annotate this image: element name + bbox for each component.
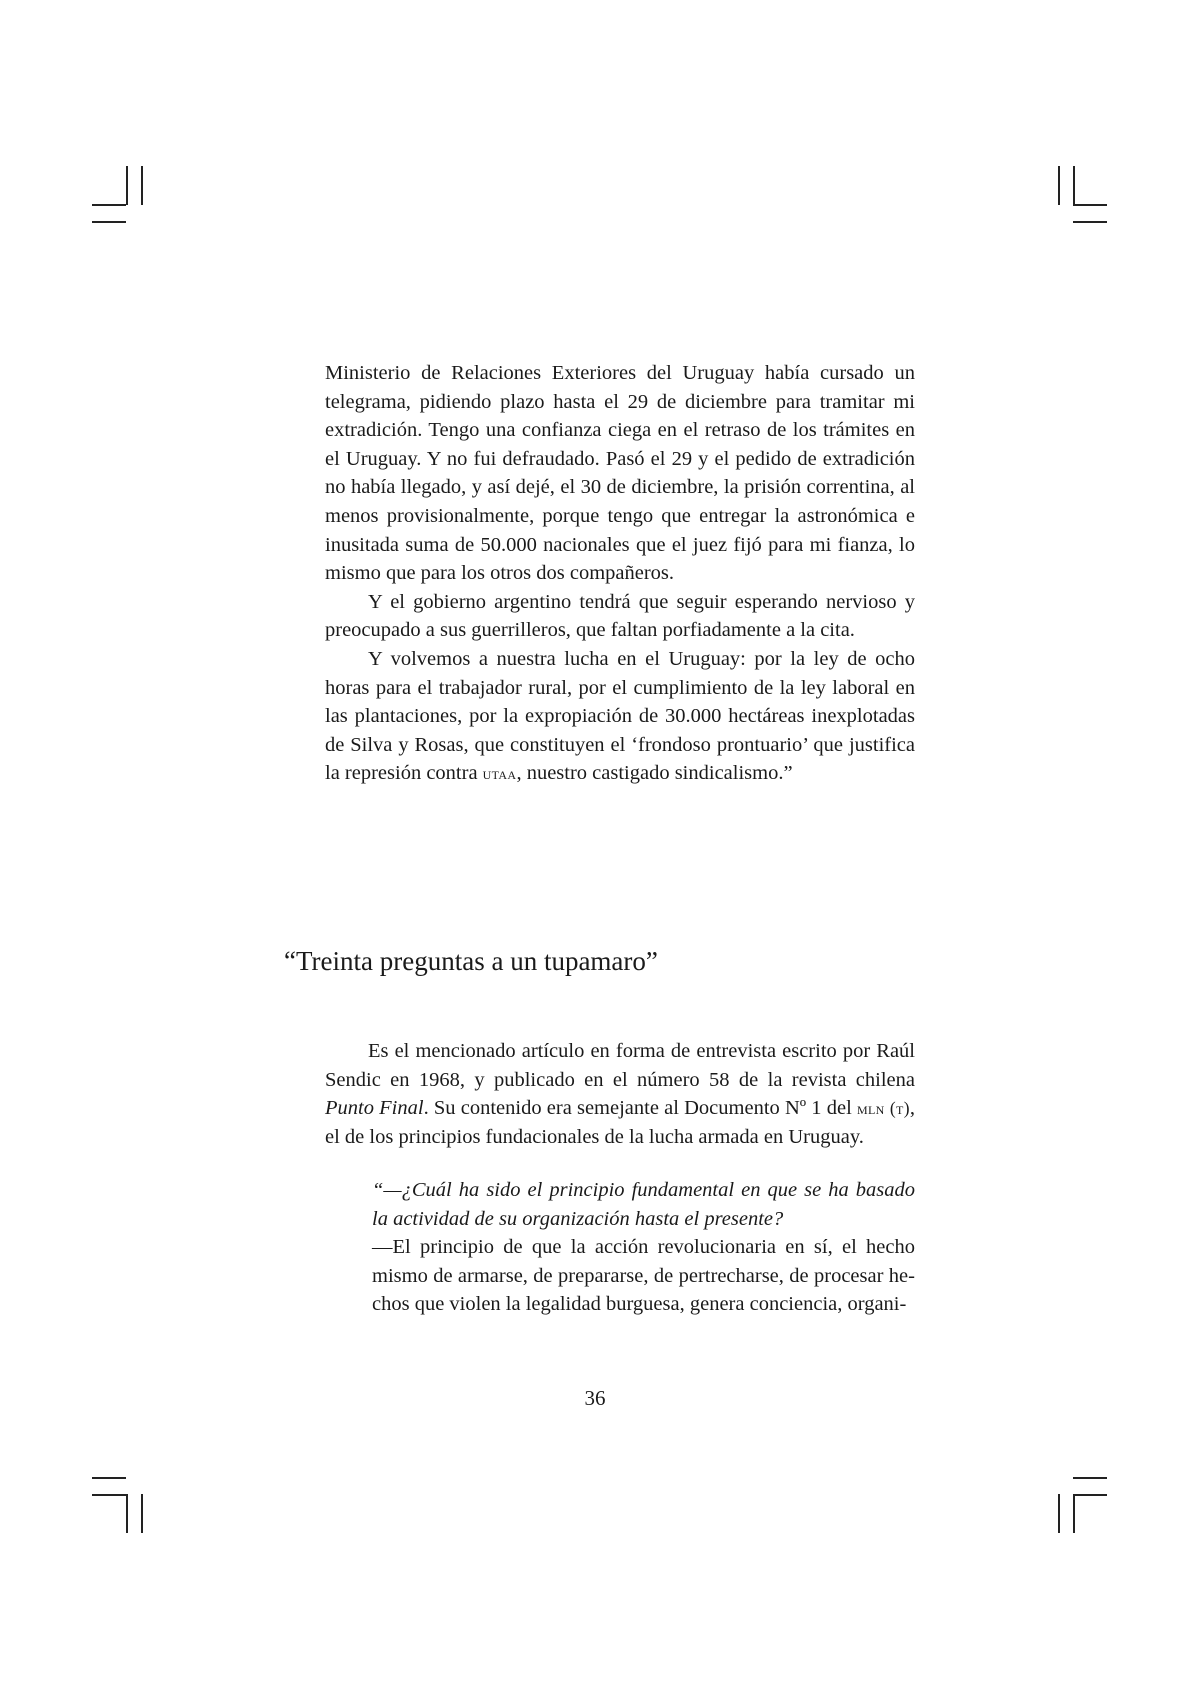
paragraph-return-struggle <box>325 645 915 788</box>
crop-mark-bottom-left-horizontal-upper <box>92 1477 126 1479</box>
crop-mark-top-right-horizontal <box>1073 204 1107 206</box>
journal-title: Punto Final <box>325 1097 424 1120</box>
intro-text-end: , el de los principios fundacionales de la lucha armada en Uruguay. <box>325 1097 915 1148</box>
acronym-t: (t) <box>889 1098 910 1119</box>
crop-mark-bottom-left-horizontal <box>92 1494 126 1496</box>
interview-quote <box>372 1176 915 1319</box>
crop-mark-top-left-vertical <box>126 166 128 205</box>
crop-mark-top-left-horizontal-lower <box>92 221 126 223</box>
crop-mark-top-right-vertical-outer <box>1058 166 1060 205</box>
page-number: 36 <box>584 1386 606 1410</box>
body-text-top <box>325 359 915 788</box>
crop-mark-bottom-right-vertical-outer <box>1058 1494 1060 1533</box>
paragraph-text-end: , nuestro castigado sindicalismo.” <box>516 762 793 785</box>
crop-mark-top-right-horizontal-lower <box>1073 221 1107 223</box>
crop-mark-bottom-right-vertical <box>1073 1494 1075 1533</box>
paragraph-intro <box>325 1037 915 1151</box>
section-heading: “Treinta preguntas a un tupamaro” <box>284 946 658 976</box>
interview-answer: —El principio de que la acción revolucionaria en sí, el hecho mismo de armarse, de prepararse, de pertrecharse, de procesar hechos que violen la legalidad burguesa, genera conciencia, organi- <box>372 1236 915 1316</box>
paragraph-text-start: Y volvemos a nuestra lucha en el Uruguay: por la ley de ocho horas para el trabajador rural, por el cumplimiento de la ley laboral en las plantaciones, por la expropiación de 30.000 hectáreas inexplotadas de Silva y Rosas, que constituyen el ‘frondoso prontuario’ que justifica la represión contra <box>325 647 915 785</box>
body-text-intro <box>325 1037 915 1151</box>
crop-mark-bottom-right-horizontal-upper <box>1073 1477 1107 1479</box>
intro-text-middle: . Su contenido era semejante al Documento Nº 1 del <box>423 1097 857 1120</box>
intro-text-start: Es el mencionado artículo en forma de entrevista escrito por Raúl Sendic en 1968, y publicado en el número 58 de la revista chilena <box>325 1040 915 1091</box>
crop-mark-top-left-horizontal <box>92 204 126 206</box>
crop-mark-bottom-right-horizontal <box>1073 1494 1107 1496</box>
paragraph-continuation: Ministerio de Relaciones Exteriores del Uruguay había cursado un telegrama, pidiendo plazo hasta el 29 de diciembre para tramitar mi extradición. Tengo una confianza ciega en el retraso de los trámites en el Uruguay. Y no fui defraudado. Pasó el 29 y el pedido de extradición no había llegado, y así dejé, el 30 de diciembre, la prisión correntina, al menos provisionalmente, porque tengo que entregar la astronómica e inusitada suma de 50.000 nacionales que el juez fijó para mi fianza, lo mismo que para los otros dos compañeros. <box>325 362 915 585</box>
acronym-utaa: utaa <box>482 763 517 784</box>
acronym-mln: mln <box>856 1098 885 1119</box>
crop-mark-bottom-left-vertical-outer <box>141 1494 143 1533</box>
paragraph-argentine-government: Y el gobierno argentino tendrá que seguir esperando nervioso y preocupado a sus guerrilleros, que faltan porfiadamente a la cita. <box>325 590 915 642</box>
question-text: “—¿Cuál ha sido el principio fundamental en que se ha basado la actividad de su organización hasta el presente? <box>372 1179 915 1230</box>
crop-mark-top-left-vertical-outer <box>141 166 143 205</box>
crop-mark-top-right-vertical <box>1073 166 1075 205</box>
crop-mark-bottom-left-vertical <box>126 1494 128 1533</box>
interview-question <box>372 1176 915 1233</box>
